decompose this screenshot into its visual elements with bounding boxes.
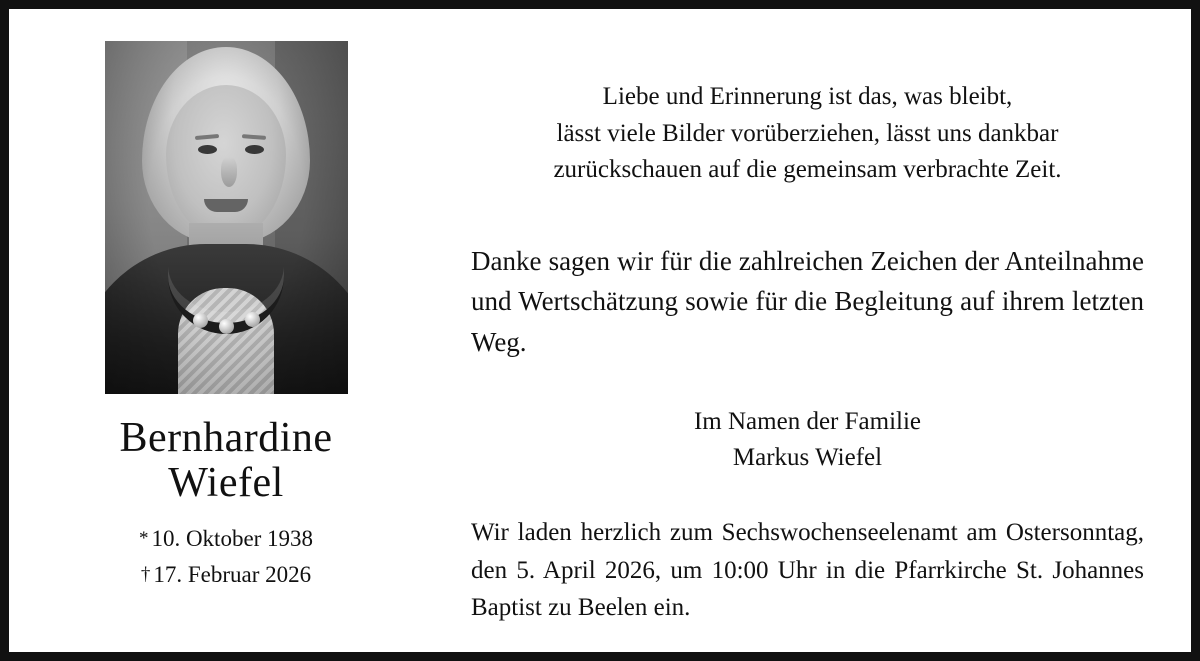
text-column: [441, 11, 1189, 650]
cross-icon: †: [140, 563, 151, 585]
birth-date-line: [139, 521, 313, 557]
portrait-photo: [105, 41, 348, 394]
verse-line-1: Liebe und Erinnerung ist das, was bleibt,: [602, 83, 1013, 110]
thanks-paragraph: Danke sagen wir für die zahlreichen Zeichen der Anteilnahme und Wertschätzung sowie für die Begleitung auf ihrem letzten Weg.: [471, 245, 1144, 357]
family-signature: [471, 404, 1144, 476]
family-line-2: Markus Wiefel: [732, 444, 883, 471]
verse-line-2: lässt viele Bilder vorüberziehen, lässt uns dankbar: [556, 119, 1059, 147]
portrait-vignette: [105, 41, 348, 394]
birth-star-icon: *: [138, 528, 149, 550]
portrait-and-name-column: [11, 11, 441, 650]
last-name: Wiefel: [168, 459, 284, 506]
family-line-1: Im Namen der Familie: [693, 408, 921, 435]
memorial-verse: [471, 79, 1144, 189]
obituary-inner-frame: [9, 9, 1191, 652]
first-name: Bernhardine: [119, 415, 333, 461]
death-date: 17. Februar 2026: [153, 561, 312, 587]
birth-date: 10. Oktober 1938: [151, 526, 314, 552]
verse-line-3: zurückschauen auf die gemeinsam verbrachte Zeit.: [553, 156, 1062, 183]
deceased-name: [119, 416, 332, 505]
death-date-line: [139, 557, 313, 593]
service-invitation: Wir laden herzlich zum Sechswochenseelenamt am Ostersonntag, den 5. April 2026, um 10:00 Uhr in die Pfarrkirche St. Johannes Baptist zu Beelen ein.: [471, 519, 1144, 621]
life-dates: [139, 521, 313, 592]
